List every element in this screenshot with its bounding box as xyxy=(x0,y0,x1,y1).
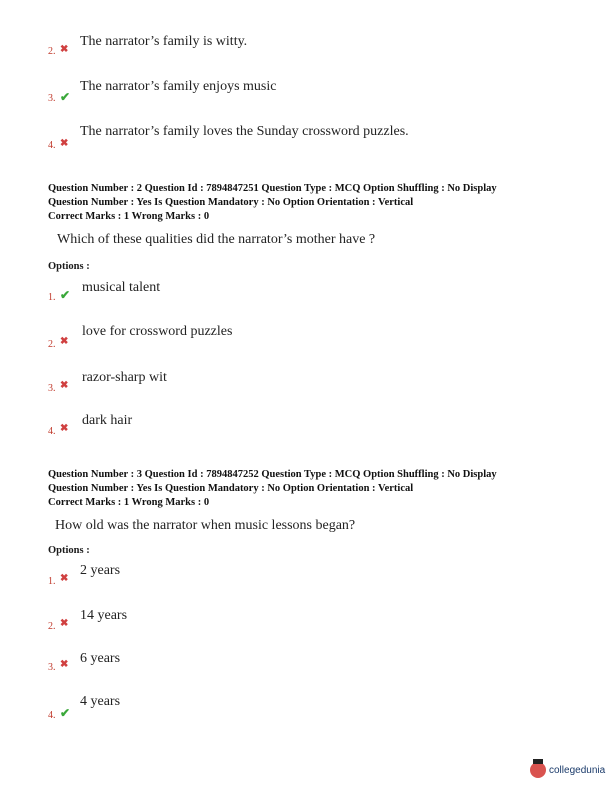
option-text: The narrator’s family enjoys music xyxy=(80,79,277,94)
options-label: Options : xyxy=(48,261,90,272)
option-text: The narrator’s family is witty. xyxy=(80,34,248,49)
options-label: Options : xyxy=(48,545,90,556)
option-text: The narrator’s family loves the Sunday crossword puzzles. xyxy=(80,124,409,139)
marks-line: Correct Marks : 1 Wrong Marks : 0 xyxy=(48,211,210,222)
correct-check-icon: ✔ xyxy=(60,288,71,302)
option-text: 4 years xyxy=(80,694,121,709)
option-number: 3. xyxy=(48,662,56,673)
correct-check-icon: ✔ xyxy=(60,90,71,104)
option-text: 2 years xyxy=(80,563,121,578)
option-number: 2. xyxy=(48,621,56,632)
logo-mascot-icon xyxy=(530,762,546,778)
option-text: love for crossword puzzles xyxy=(82,324,233,339)
option-text: 6 years xyxy=(80,651,121,666)
wrong-mark-icon: ✖ xyxy=(60,423,69,434)
option-number: 4. xyxy=(48,140,56,151)
option-number: 2. xyxy=(48,46,56,57)
wrong-mark-icon: ✖ xyxy=(60,573,69,584)
correct-check-icon: ✔ xyxy=(60,706,71,720)
question-meta-line: Question Number : 3 Question Id : 7894847252 Question Type : MCQ Option Shuffling : No Display xyxy=(48,469,497,480)
wrong-mark-icon: ✖ xyxy=(60,138,69,149)
question-meta-line: Question Number : Yes Is Question Mandatory : No Option Orientation : Vertical xyxy=(48,197,414,208)
option-text: dark hair xyxy=(82,413,133,428)
option-text: musical talent xyxy=(82,280,161,295)
wrong-mark-icon: ✖ xyxy=(60,659,69,670)
question-text: How old was the narrator when music lessons began? xyxy=(55,518,356,533)
question-meta-line: Question Number : Yes Is Question Mandatory : No Option Orientation : Vertical xyxy=(48,483,414,494)
option-text: razor-sharp wit xyxy=(82,370,167,385)
collegedunia-logo xyxy=(530,762,605,778)
option-number: 3. xyxy=(48,383,56,394)
question-meta-line: Question Number : 2 Question Id : 7894847251 Question Type : MCQ Option Shuffling : No Display xyxy=(48,183,497,194)
option-number: 3. xyxy=(48,93,56,104)
wrong-mark-icon: ✖ xyxy=(60,336,69,347)
question-text: Which of these qualities did the narrator’s mother have ? xyxy=(57,232,376,247)
logo-text: collegedunia xyxy=(549,764,606,776)
marks-line: Correct Marks : 1 Wrong Marks : 0 xyxy=(48,497,210,508)
wrong-mark-icon: ✖ xyxy=(60,618,69,629)
option-text: 14 years xyxy=(80,608,128,623)
option-number: 4. xyxy=(48,710,56,721)
wrong-mark-icon: ✖ xyxy=(60,44,69,55)
option-number: 4. xyxy=(48,426,56,437)
wrong-mark-icon: ✖ xyxy=(60,380,69,391)
option-number: 1. xyxy=(48,292,56,303)
option-number: 1. xyxy=(48,576,56,587)
option-number: 2. xyxy=(48,339,56,350)
